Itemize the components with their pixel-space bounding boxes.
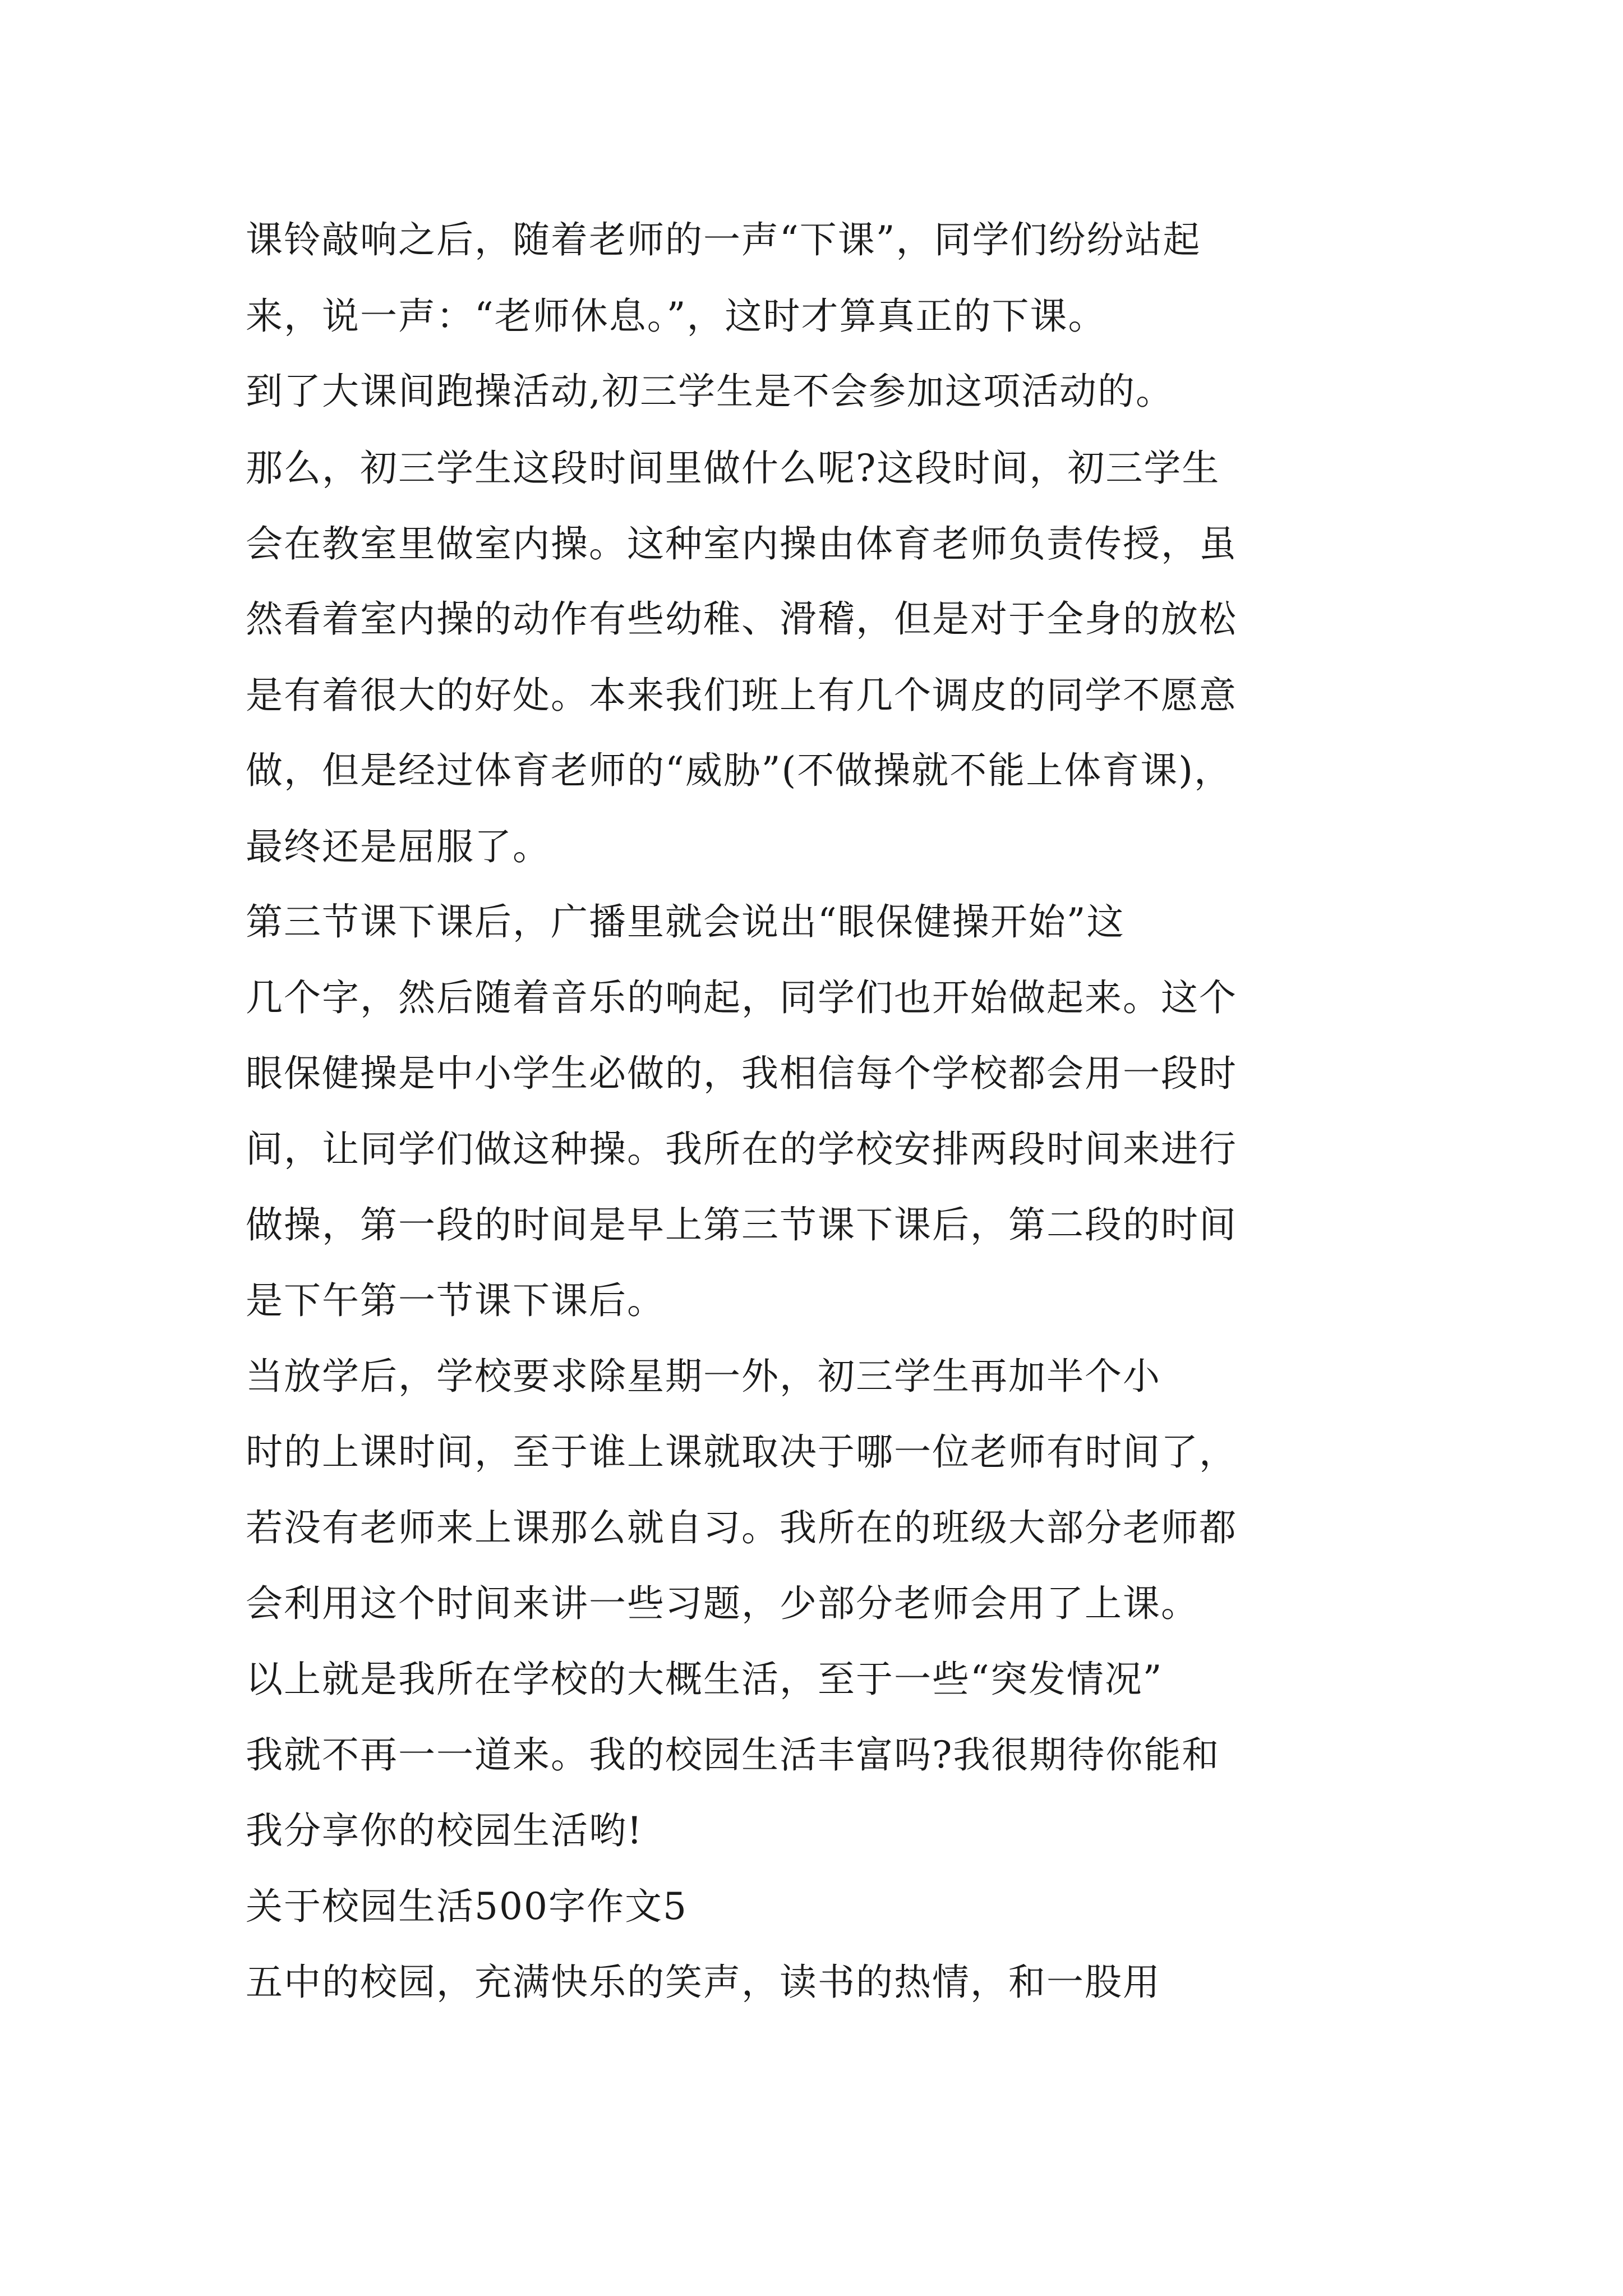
text-line: 间，让同学们做这种操。我所在的学校安排两段时间来进行 — [246, 1128, 1237, 1171]
text-line: 我就不再一一道来。我的校园生活丰富吗?我很期待你能和 — [246, 1733, 1220, 1777]
text-line: 以上就是我所在学校的大概生活，至于一些“突发情况” — [246, 1658, 1163, 1701]
text-line: 第三节课下课后，广播里就会说出“眼保健操开始”这 — [246, 900, 1125, 944]
text-line: 然看着室内操的动作有些幼稚、滑稽，但是对于全身的放松 — [246, 597, 1237, 641]
text-line: 会在教室里做室内操。这种室内操由体育老师负责传授，虽 — [246, 522, 1237, 565]
text-line: 是下午第一节课下课后。 — [246, 1279, 665, 1322]
text-line: 做操，第一段的时间是早上第三节课下课后，第二段的时间 — [246, 1203, 1237, 1246]
section-heading: 关于校园生活500字作文5 — [246, 1885, 688, 1928]
text-line: 几个字，然后随着音乐的响起，同学们也开始做起来。这个 — [246, 976, 1237, 1019]
text-line: 若没有老师来上课那么就自习。我所在的班级大部分老师都 — [246, 1506, 1237, 1549]
text-line: 做，但是经过体育老师的“威胁”(不做操就不能上体育课)， — [246, 749, 1232, 792]
text-line: 到了大课间跑操活动,初三学生是不会参加这项活动的。 — [246, 370, 1174, 413]
text-line: 那么，初三学生这段时间里做什么呢?这段时间，初三学生 — [246, 447, 1220, 490]
text-line: 眼保健操是中小学生必做的，我相信每个学校都会用一段时 — [246, 1052, 1237, 1095]
text-line: 时的上课时间，至于谁上课就取决于哪一位老师有时间了， — [246, 1430, 1237, 1474]
text-line: 当放学后，学校要求除星期一外，初三学生再加半个小 — [246, 1355, 1161, 1398]
text-line: 最终还是屈服了。 — [246, 825, 551, 868]
text-line: 会利用这个时间来讲一些习题，少部分老师会用了上课。 — [246, 1582, 1199, 1625]
text-line: 我分享你的校园生活哟! — [246, 1809, 643, 1852]
text-line: 是有着很大的好处。本来我们班上有几个调皮的同学不愿意 — [246, 674, 1237, 717]
text-line: 课铃敲响之后，随着老师的一声“下课”，同学们纷纷站起 — [246, 218, 1201, 261]
text-line: 来，说一声：“老师休息。”，这时才算真正的下课。 — [246, 295, 1106, 338]
text-line: 五中的校园，充满快乐的笑声，读书的热情，和一股用 — [246, 1961, 1161, 2004]
